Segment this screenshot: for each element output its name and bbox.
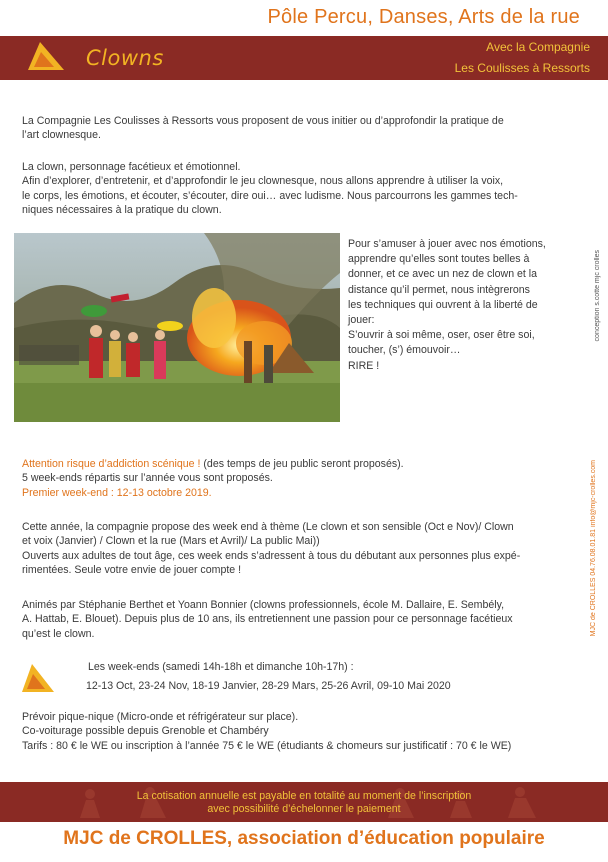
weekend-hours: Les week-ends (samedi 14h-18h et dimanche 10h-17h) : xyxy=(88,661,354,673)
first-weekend: Premier week-end : 12-13 octobre 2019. xyxy=(22,486,212,499)
footer-note: La cotisation annuelle est payable en totalité au moment de l’inscription avec possibilité d’échelonner le paiement xyxy=(136,790,472,815)
company-line-1: Avec la Compagnie xyxy=(486,40,590,54)
organization-name: MJC de CROLLES, association d’éducation populaire xyxy=(63,828,545,849)
footer-band xyxy=(0,782,608,822)
triangle-logo-icon xyxy=(26,40,66,74)
weekend-dates: 12-13 Oct, 23-24 Nov, 18-19 Janvier, 28-29 Mars, 25-26 Avril, 09-10 Mai 2020 xyxy=(86,680,451,692)
intro-paragraph-1: La Compagnie Les Coulisses à Ressorts vous proposent de vous initier ou d’approfondir la pratique de l’art clownesque. xyxy=(22,115,504,142)
company-line-2: Les Coulisses à Ressorts xyxy=(454,61,590,75)
page-title: Pôle Percu, Danses, Arts de la rue xyxy=(267,6,580,28)
prices: Tarifs : 80 € le WE ou inscription à l’année 75 € le WE (étudiants & chomeurs sur justificatif : 70 € le WE) xyxy=(22,739,512,752)
triangle-bullet-icon xyxy=(20,662,56,696)
contact-credit: MJC de CROLLES 04.76.08.01.81 info@mjc-crolles.com xyxy=(590,460,597,637)
design-credit: conception s.cotte mjc crolles xyxy=(594,250,601,342)
practical-info: Prévoir pique-nique (Micro-onde et réfrigérateur sur place). Co-voiturage possible depuis Grenoble et Chambéry Tarifs : 80 € le WE ou inscription à l’année 75 € le WE (étudiants & chomeurs sur justificatif : 70 € le WE) xyxy=(22,710,578,753)
intro-paragraph-2: La clown, personnage facétieux et émotionnel. Afin d’explorer, d’entretenir, et d’approfondir le jeu clownesque, nous allons apprendre à utiliser la voix, le corps, les émotions, et écouter, s’écouter, dire oui… avec ludisme. Nous parcourrons les gammes tech- niques nécessaires à la pratique du clown. xyxy=(22,161,518,217)
program-intro: Attention risque d’addiction scénique ! (des temps de jeu public seront proposés). 5 week-ends répartis sur l’année vous sont proposés. Premier week-end : 12-13 octobre 2019. xyxy=(22,457,578,500)
photo-illustration xyxy=(14,233,340,422)
clowns-fire-photo xyxy=(14,233,340,422)
section-title: Clowns xyxy=(86,46,164,70)
theme-paragraph: Cette année, la compagnie propose des week end à thème (Le clown et son sensible (Oct e Nov)/ Clown et voix (Janvier) / Clown et la rue (Mars et Avril)/ La public Mai)) Ouverts aux adultes de tout âge, ces week ends s’adressent à tous du débutant aux personnes plus expé- rimentées. Seule votre envie de jouer compte ! xyxy=(22,521,521,577)
animators-paragraph: Animés par Stéphanie Berthet et Yoann Bonnier (clowns professionnels, école M. Dallaire, E. Sembély, A. Hattab, E. Blouet). Depuis plus de 10 ans, ils entretiennent une passion pour ce personnage facétieux qu’est le clown. xyxy=(22,599,513,640)
warning-text: Attention risque d’addiction scénique ! xyxy=(22,458,201,470)
side-text: Pour s’amuser à jouer avec nos émotions, apprendre qu’elles sont toutes belles à donner, et ce avec un nez de clown et la distance qu’il permet, nous intègrerons les techniques qui ouvrent à la liberté de jouer: S’ouvrir à soi même, oser, oser être soi, toucher, (s’) émouvoir… RIRE ! xyxy=(348,238,546,372)
